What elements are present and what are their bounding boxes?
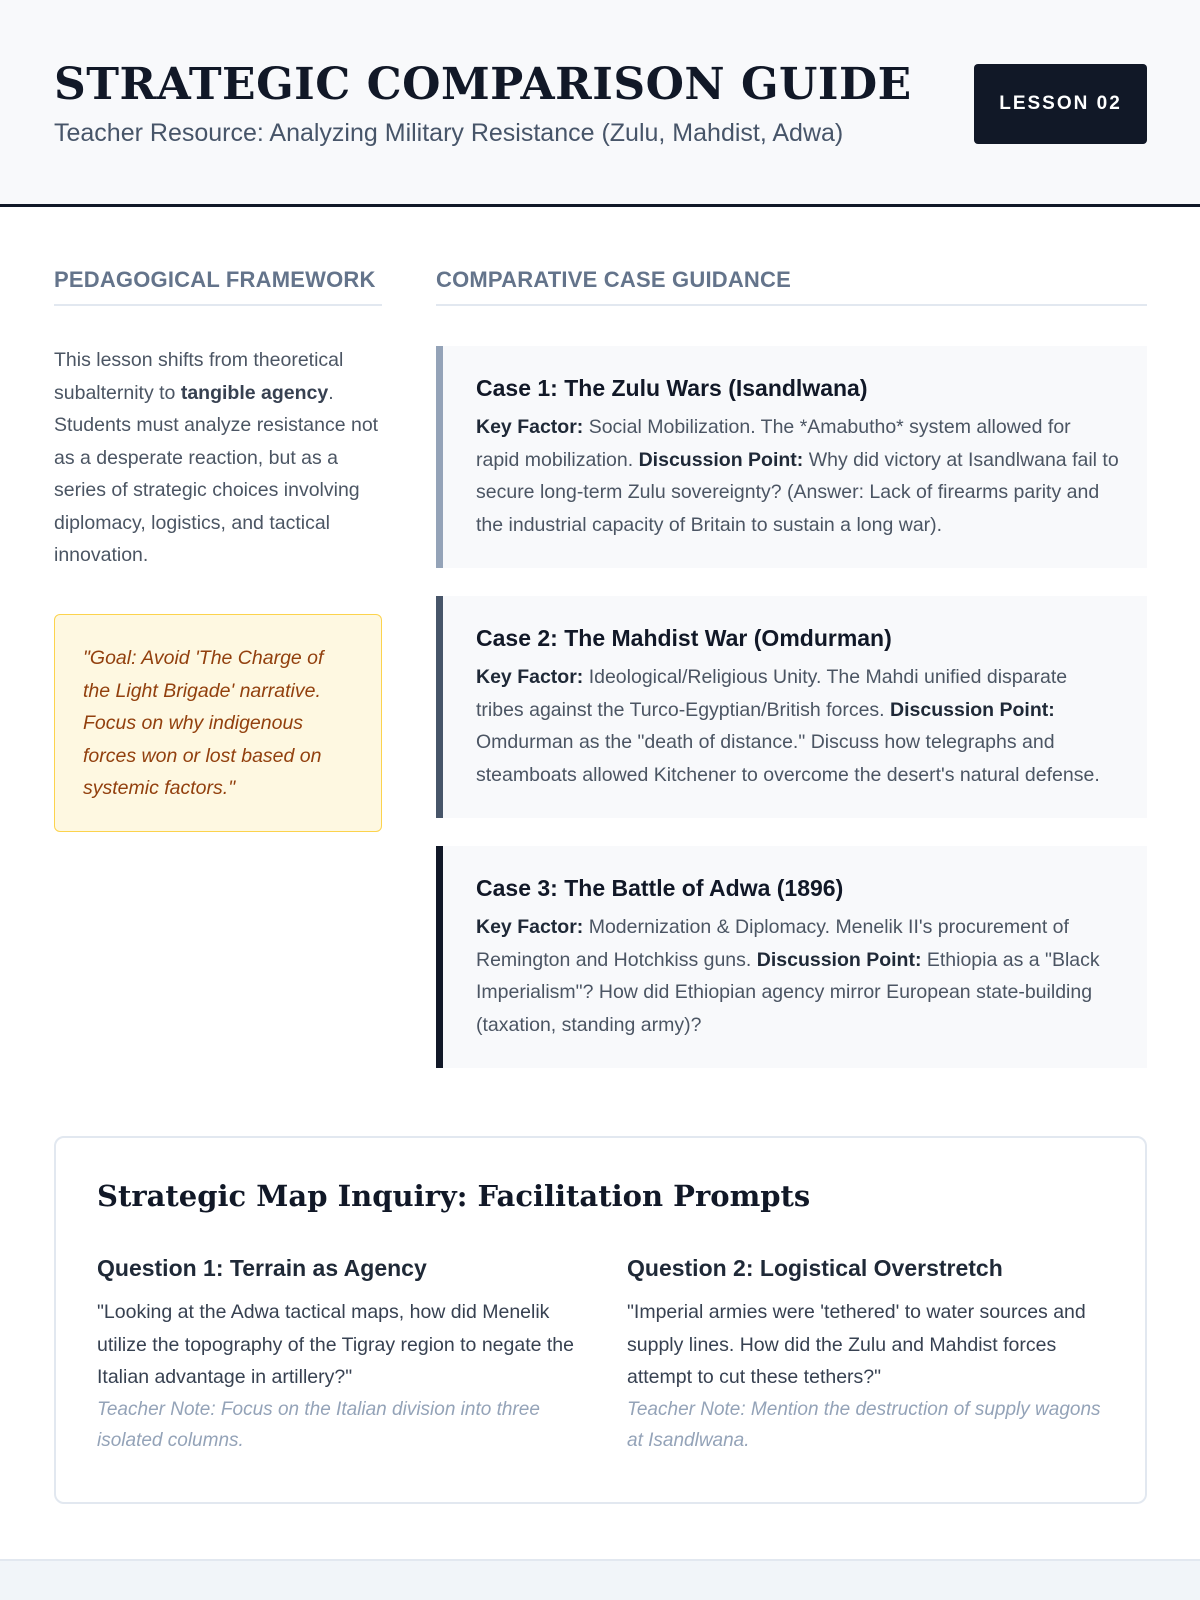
goal-callout — [54, 614, 382, 832]
case-body — [476, 911, 1119, 1041]
case-title: Case 1: The Zulu Wars (Isandlwana) — [476, 375, 868, 401]
key-factor-label: Key Factor: — [476, 916, 584, 938]
page-subtitle: Teacher Resource: Analyzing Military Resistance (Zulu, Mahdist, Adwa) — [54, 119, 844, 147]
case-card — [436, 346, 1147, 568]
key-factor-text: Social Mobilization. The *Amabutho* system allowed for rapid mobilization. — [476, 416, 1071, 471]
case-title: Case 3: The Battle of Adwa (1896) — [476, 875, 844, 901]
key-factor-text: Ideological/Religious Unity. The Mahdi unified disparate tribes against the Turco-Egyptian/British forces. — [476, 666, 1068, 721]
case-guidance-heading: COMPARATIVE CASE GUIDANCE — [436, 262, 1147, 306]
key-factor-label: Key Factor: — [476, 666, 584, 688]
discussion-label: Discussion Point: — [756, 948, 922, 971]
framework-text-after: . Students must analyze resistance not as a desperate reaction, but as a series of strategic choices involving diplomacy, logistics, and tactical innovation. — [54, 381, 379, 566]
question-title: Question 2: Logistical Overstretch — [627, 1255, 1003, 1281]
discussion-label: Discussion Point: — [638, 448, 804, 471]
discussion-text: Omdurman as the "death of distance." Discuss how telegraphs and steamboats allowed Kitchener to overcome the desert's natural defense. — [476, 731, 1100, 786]
lesson-badge: LESSON 02 — [974, 64, 1147, 144]
page-footer — [0, 1559, 1200, 1600]
goal-text: "Goal: Avoid 'The Charge of the Light Brigade' narrative. Focus on why indigenous forces won or lost based on systemic factors." — [83, 647, 324, 799]
discussion-label: Discussion Point: — [890, 698, 1055, 721]
facilitation-prompts-panel — [54, 1136, 1147, 1504]
page-title: STRATEGIC COMPARISON GUIDE — [54, 59, 912, 110]
key-factor-label: Key Factor: — [476, 416, 584, 438]
teacher-note: Teacher Note: Focus on the Italian division into three isolated columns. — [97, 1398, 540, 1451]
framework-description — [54, 344, 382, 572]
framework-text-bold: tangible agency — [180, 381, 329, 404]
discussion-text: Why did victory at Isandlwana fail to secure long-term Zulu sovereignty? (Answer: Lack of firearms parity and the industrial capacity of Britain to sustain a long war). — [476, 448, 1119, 536]
framework-text-before: This lesson shifts from theoretical subalternity to — [54, 349, 344, 404]
framework-heading: PEDAGOGICAL FRAMEWORK — [54, 262, 382, 306]
question-block — [627, 1252, 1107, 1457]
page-header — [0, 0, 1200, 207]
case-card — [436, 596, 1147, 818]
question-block — [97, 1252, 577, 1457]
question-text: "Looking at the Adwa tactical maps, how did Menelik utilize the topography of the Tigray region to negate the Italian advantage in artillery?" — [97, 1301, 574, 1388]
teacher-note: Teacher Note: Mention the destruction of supply wagons at Isandlwana. — [627, 1398, 1101, 1451]
case-body — [476, 661, 1119, 791]
case-card — [436, 846, 1147, 1068]
prompts-title: Strategic Map Inquiry: Facilitation Prompts — [97, 1179, 811, 1213]
discussion-text: Ethiopia as a "Black Imperialism"? How did Ethiopian agency mirror European state-building (taxation, standing army)? — [476, 948, 1100, 1036]
case-body — [476, 411, 1119, 541]
case-title: Case 2: The Mahdist War (Omdurman) — [476, 625, 892, 651]
key-factor-text: Modernization & Diplomacy. Menelik II's procurement of Remington and Hotchkiss guns. — [476, 916, 1069, 971]
question-title: Question 1: Terrain as Agency — [97, 1255, 427, 1281]
question-text: "Imperial armies were 'tethered' to water sources and supply lines. How did the Zulu and Mahdist forces attempt to cut these tethers?" — [627, 1301, 1086, 1388]
